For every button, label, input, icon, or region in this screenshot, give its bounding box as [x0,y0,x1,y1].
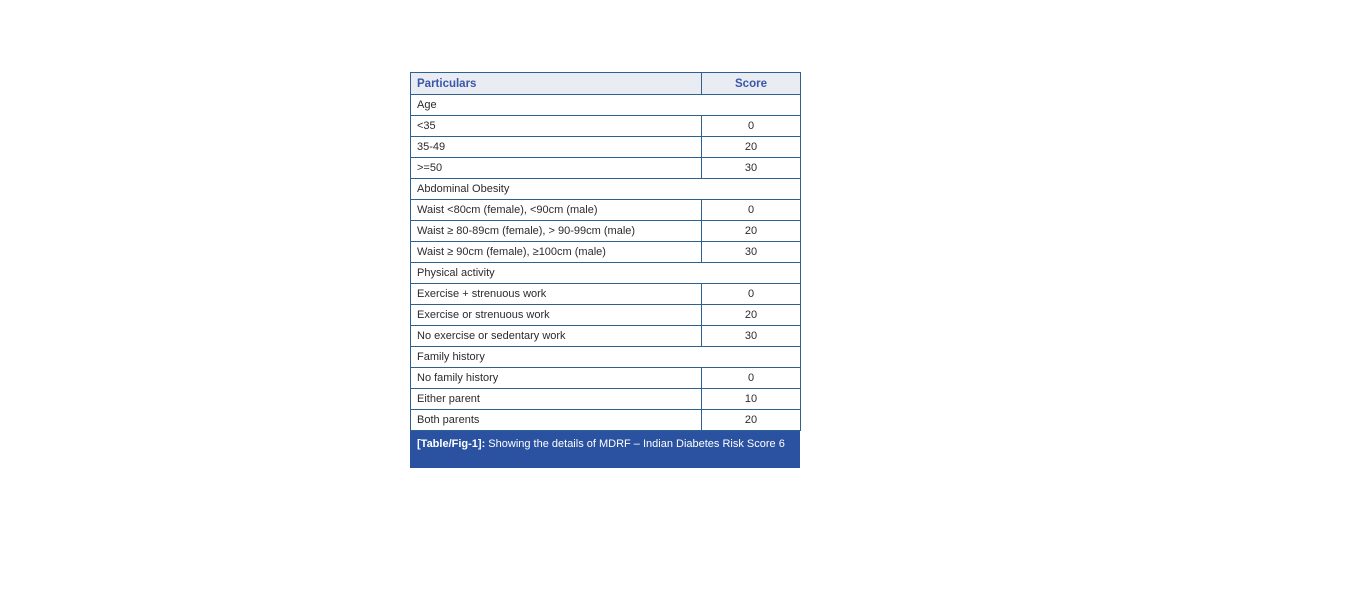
row-score: 20 [702,137,801,158]
section-row-age [411,95,801,116]
row-label: >=50 [411,158,702,179]
table-row [411,389,801,410]
section-title: Age [411,95,801,116]
row-score: 0 [702,200,801,221]
row-label: Exercise + strenuous work [411,284,702,305]
table-row [411,284,801,305]
table-row [411,305,801,326]
table-row [411,158,801,179]
row-score: 10 [702,389,801,410]
risk-score-table [410,72,801,431]
table-row [411,242,801,263]
row-score: 30 [702,242,801,263]
row-score: 30 [702,326,801,347]
row-label: Exercise or strenuous work [411,305,702,326]
table-row [411,326,801,347]
section-row-abdominal-obesity [411,179,801,200]
section-row-physical-activity [411,263,801,284]
table-row [411,116,801,137]
row-label: 35-49 [411,137,702,158]
header-particulars: Particulars [411,73,702,95]
table-caption [410,431,800,468]
header-score: Score [702,73,801,95]
caption-text: Showing the details of MDRF – Indian Diabetes Risk Score 6 [488,438,785,450]
table-row [411,200,801,221]
row-label: Waist ≥ 80-89cm (female), > 90-99cm (male) [411,221,702,242]
row-score: 20 [702,410,801,431]
row-label: <35 [411,116,702,137]
row-score: 20 [702,221,801,242]
row-score: 30 [702,158,801,179]
header-row [411,73,801,95]
table-row [411,410,801,431]
row-label: Either parent [411,389,702,410]
row-score: 0 [702,368,801,389]
table-row [411,368,801,389]
row-label: No exercise or sedentary work [411,326,702,347]
section-row-family-history [411,347,801,368]
row-score: 20 [702,305,801,326]
caption-label: [Table/Fig-1]: [417,438,486,450]
row-score: 0 [702,284,801,305]
table-fig-1 [410,72,800,468]
table-row [411,137,801,158]
row-label: Waist <80cm (female), <90cm (male) [411,200,702,221]
row-label: No family history [411,368,702,389]
row-label: Both parents [411,410,702,431]
table-row [411,221,801,242]
row-label: Waist ≥ 90cm (female), ≥100cm (male) [411,242,702,263]
section-title: Physical activity [411,263,801,284]
row-score: 0 [702,116,801,137]
section-title: Family history [411,347,801,368]
section-title: Abdominal Obesity [411,179,801,200]
